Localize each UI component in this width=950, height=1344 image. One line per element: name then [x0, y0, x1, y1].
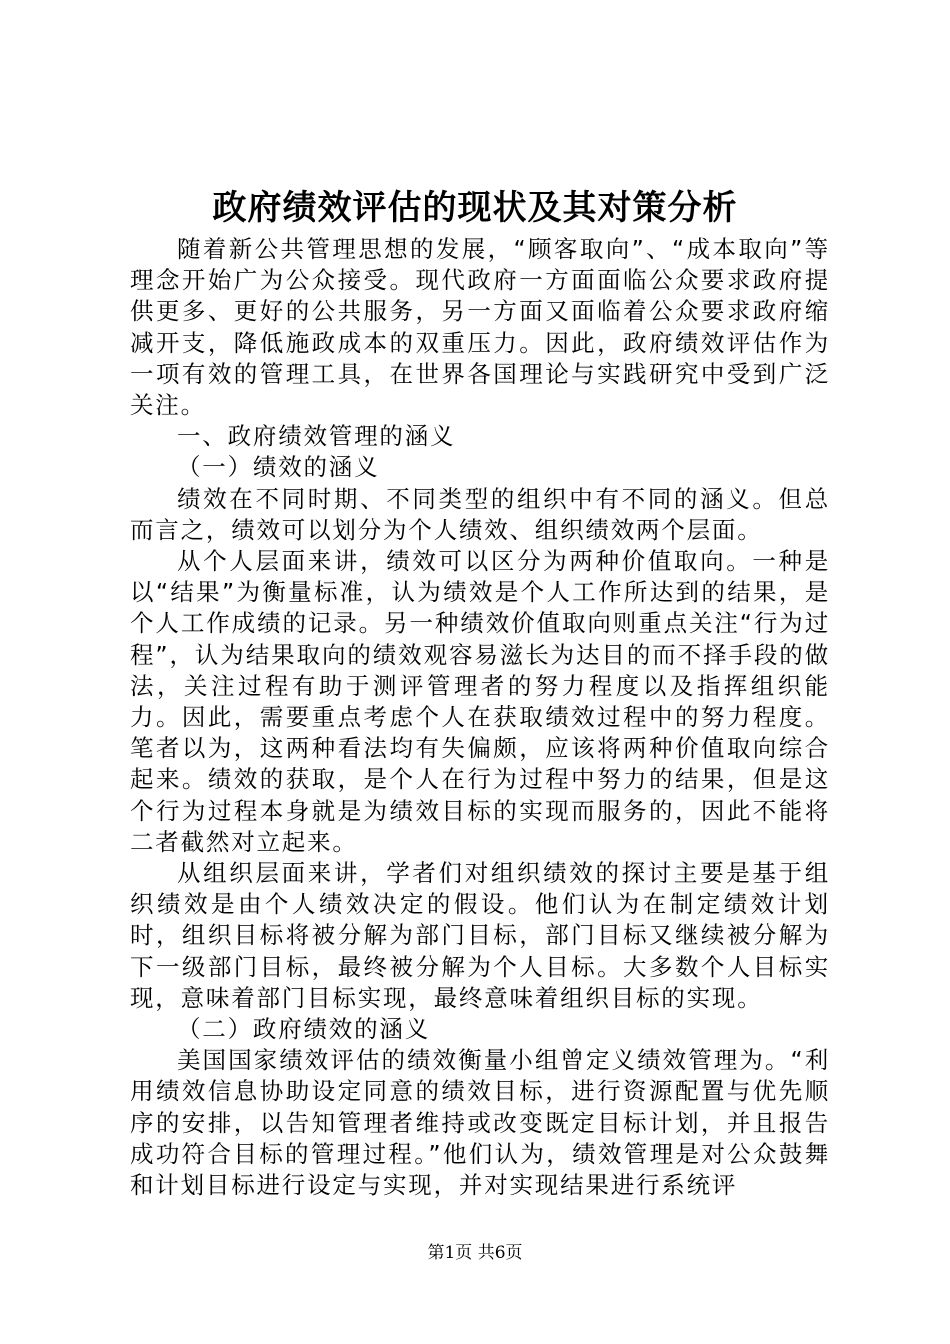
page-footer: 第1页 共6页 — [427, 1243, 523, 1263]
subsection-heading-1-2: （二）政府绩效的涵义 — [177, 1015, 430, 1044]
subsection-heading-1-1: （一）绩效的涵义 — [177, 453, 380, 482]
document-title: 政府绩效评估的现状及其对策分析 — [212, 188, 738, 228]
paragraph-performance-definition: 绩效在不同时期、不同类型的组织中有不同的涵义。但总而言之，绩效可以划分为个人绩效、组织绩效两个层面。 — [130, 484, 830, 544]
paragraph-intro: 随着新公共管理思想的发展，“顾客取向”、“成本取向”等理念开始广为公众接受。现代政府一方面面临公众要求政府提供更多、更好的公共服务，另一方面又面临着公众要求政府缩减开支，降低施政成本的双重压力。因此，政府绩效评估作为一项有效的管理工具，在世界各国理论与实践研究中受到广泛关注。 — [130, 235, 830, 420]
section-heading-1: 一、政府绩效管理的涵义 — [177, 422, 456, 451]
paragraph-organization-level: 从组织层面来讲，学者们对组织绩效的探讨主要是基于组织绩效是由个人绩效决定的假设。他们认为在制定绩效计划时，组织目标将被分解为部门目标，部门目标又继续被分解为下一级部门目标，最终被分解为个人目标。大多数个人目标实现，意味着部门目标实现，最终意味着组织目标的实现。 — [130, 859, 830, 1012]
paragraph-government-performance: 美国国家绩效评估的绩效衡量小组曾定义绩效管理为。“利用绩效信息协助设定同意的绩效目标，进行资源配置与优先顺序的安排，以告知管理者维持或改变既定目标计划，并且报告成功符合目标的管理过程。”他们认为，绩效管理是对公众鼓舞和计划目标进行设定与实现，并对实现结果进行系统评 — [130, 1046, 830, 1200]
paragraph-individual-level: 从个人层面来讲，绩效可以区分为两种价值取向。一种是以“结果”为衡量标准，认为绩效是个人工作所达到的结果，是个人工作成绩的记录。另一种绩效价值取向则重点关注“行为过程”，认为结果取向的绩效观容易滋长为达目的而不择手段的做法，关注过程有助于测评管理者的努力程度以及指挥组织能力。因此，需要重点考虑个人在获取绩效过程中的努力程度。笔者以为，这两种看法均有失偏颇，应该将两种价值取向综合起来。绩效的获取，是个人在行为过程中努力的结果，但是这个行为过程本身就是为绩效目标的实现而服务的，因此不能将二者截然对立起来。 — [130, 547, 830, 856]
document-body — [130, 234, 830, 1201]
